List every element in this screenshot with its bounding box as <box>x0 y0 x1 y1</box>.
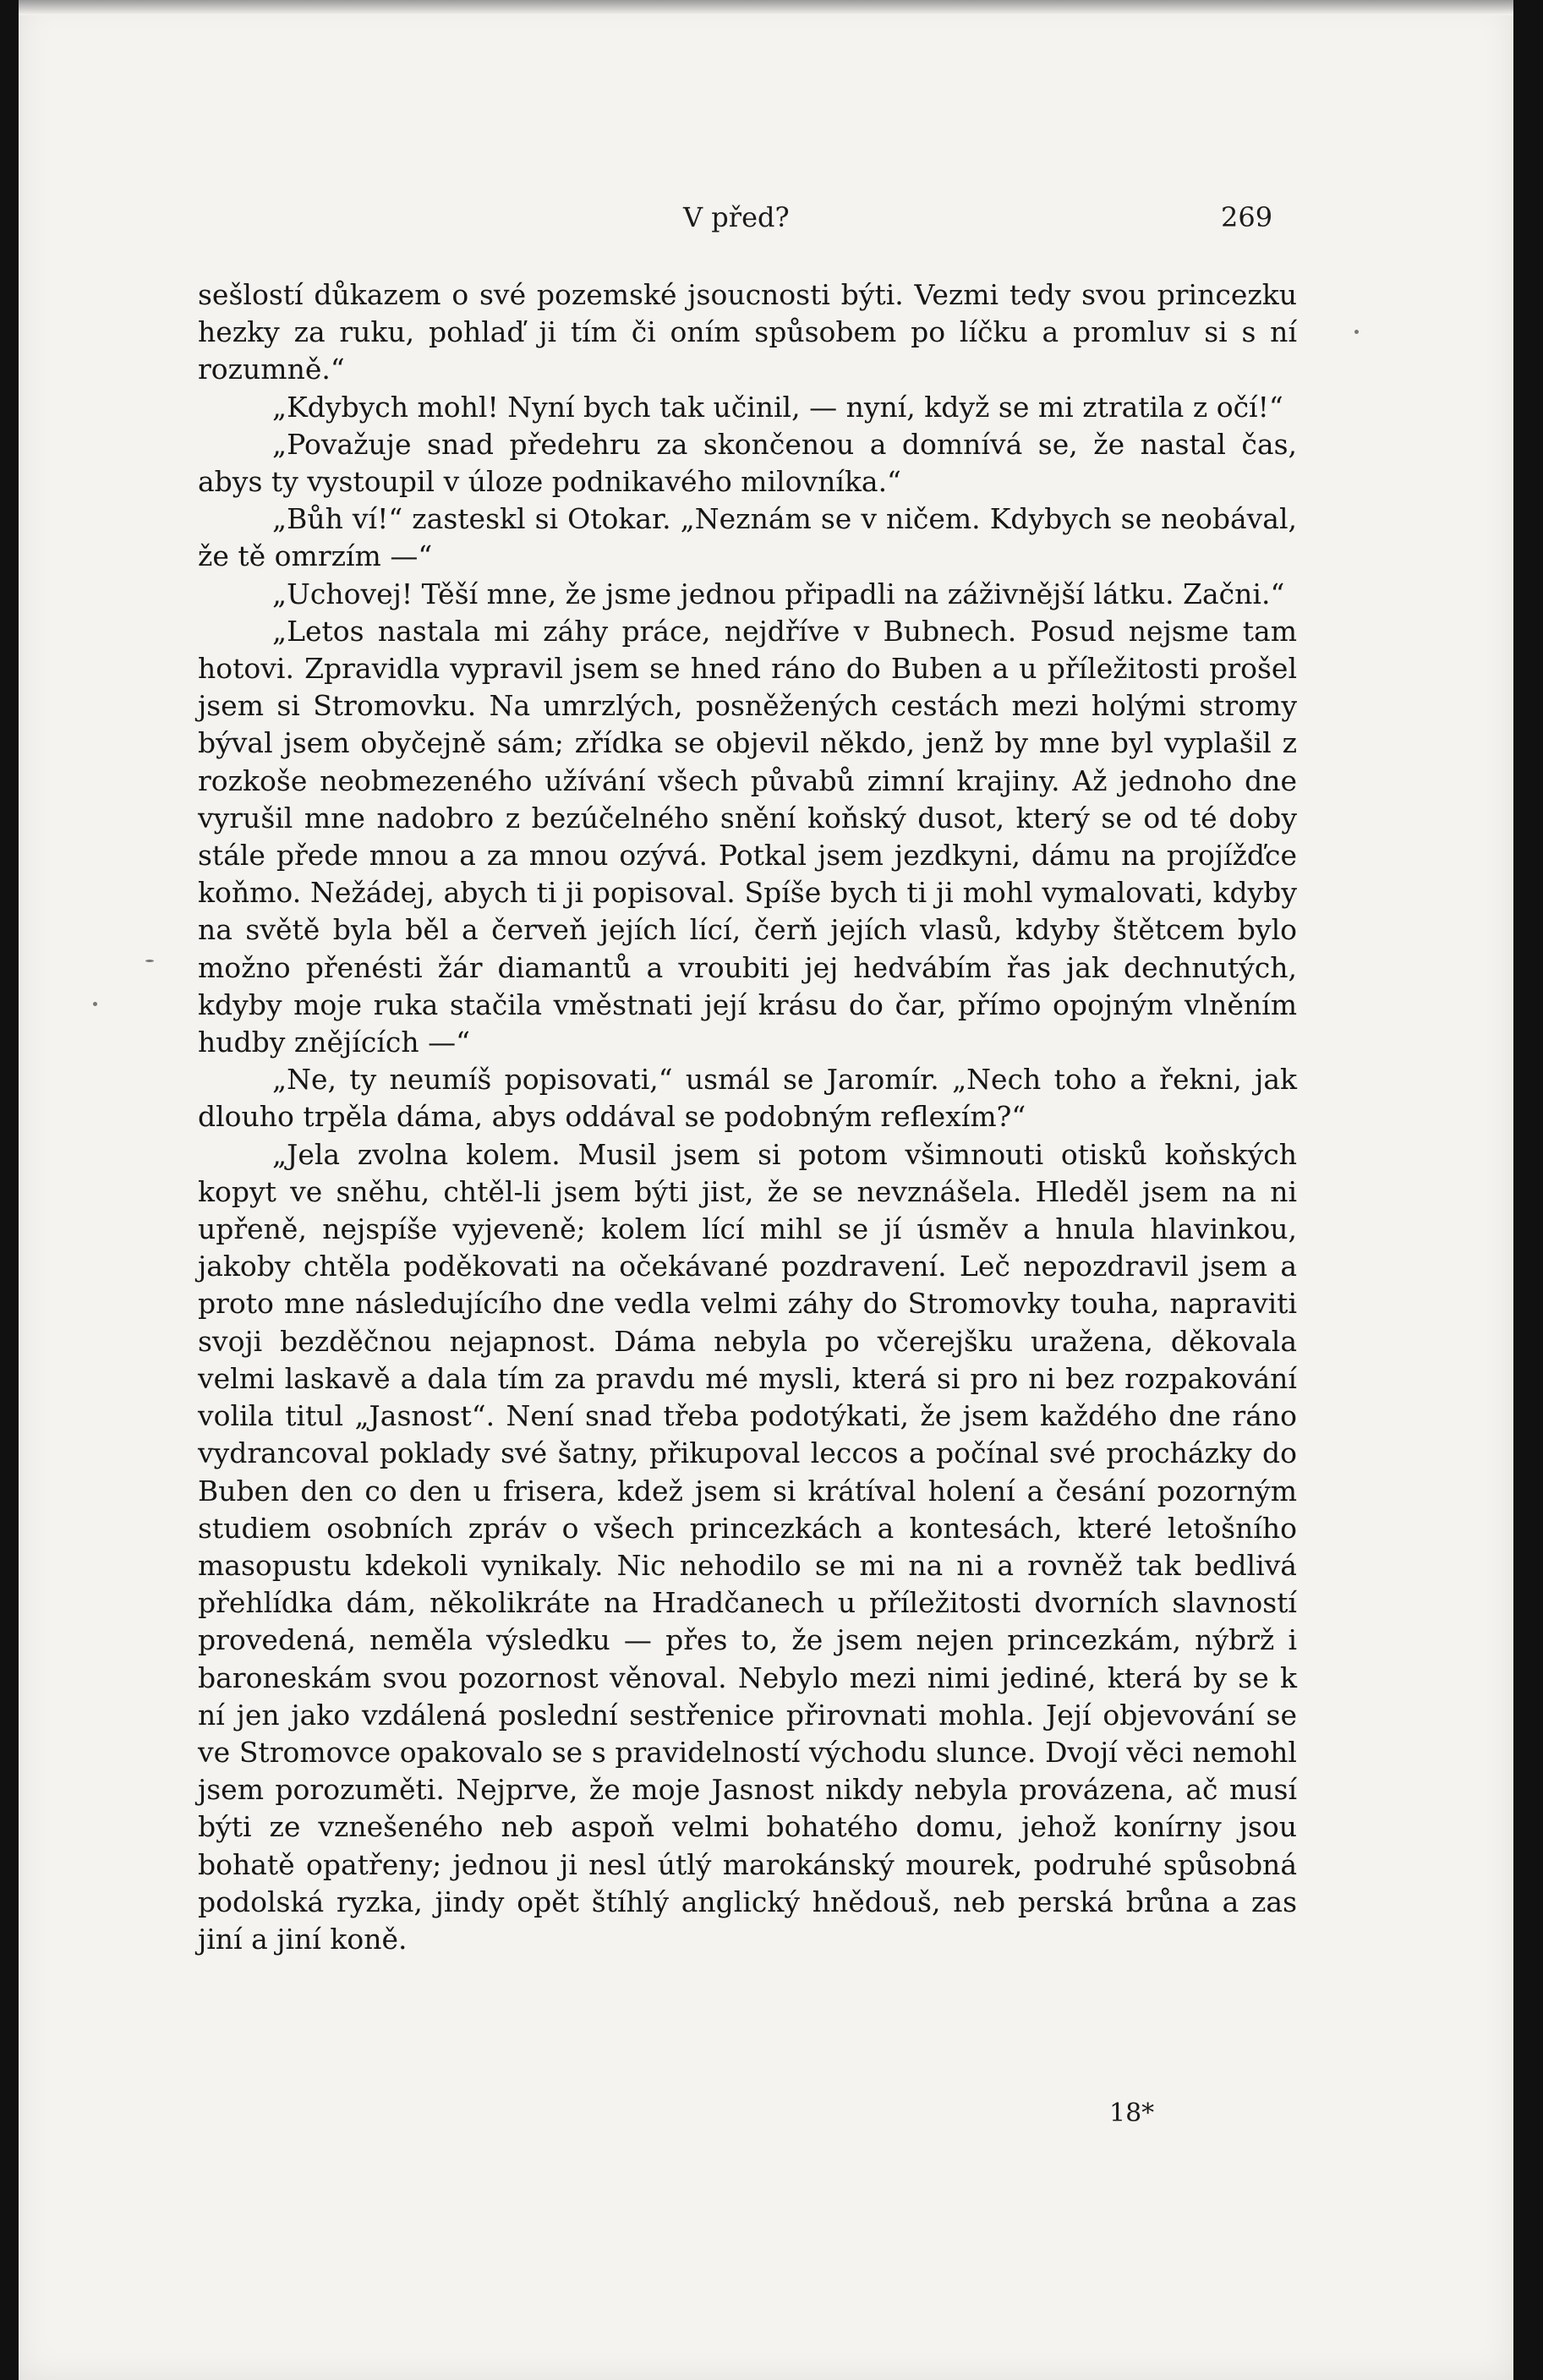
paragraph: „Ne, ty neumíš popisovati,“ usmál se Jaromír. „Nech toho a řekni, jak dlouho trpěla dáma, abys oddával se podobným reflexím?“ <box>198 1063 1297 1134</box>
paragraph-continuation: sešlostí důkazem o své pozemské jsoucnosti býti. Vezmi tedy svou princezku hezky za ruku, pohlaď ji tím či oním spůsobem po líčku a promluv si s ní rozumně.“ <box>198 278 1297 386</box>
scan-speck <box>145 960 154 962</box>
paragraph: „Považuje snad předehru za skončenou a domnívá se, že nastal čas, abys ty vystoupil v úloze podnikavého milovníka.“ <box>198 427 1297 499</box>
book-page <box>19 0 1513 2380</box>
page-number: 269 <box>1221 201 1273 233</box>
body-text <box>198 276 1297 1958</box>
scan-speck <box>93 1002 97 1006</box>
signature-mark: 18* <box>1109 2098 1155 2128</box>
chapter-title: V před? <box>683 201 790 233</box>
paragraph: „Bůh ví!“ zasteskl si Otokar. „Neznám se v ničem. Kdybych se neobával, že tě omrzím —“ <box>198 502 1297 573</box>
scan-speck <box>1354 330 1359 334</box>
paragraph: „Letos nastala mi záhy práce, nejdříve v Bubnech. Posud nejsme tam hotovi. Zpravidla vypravil jsem se hned ráno do Buben a u příležitosti prošel jsem si Stromovku. Na umrzlých, posněžených cestách mezi holými stromy býval jsem obyčejně sám; zřídka se objevil někdo, jenž by mne byl vyplašil z rozkoše neobmezeného užívání všech půvabů zimní krajiny. Až jednoho dne vyrušil mne nadobro z bezúčelného snění koňský dusot, který se od té doby stále přede mnou a za mnou ozývá. Potkal jsem jezdkyni, dámu na projížďce koňmo. Nežádej, abych ti ji popisoval. Spíše bych ti ji mohl vymalovati, kdyby na světě byla běl a červeň jejích lící, čerň jejích vlasů, kdyby štětcem bylo možno přenésti žár diamantů a vroubiti jej hedvábím řas jak dechnutých, kdyby moje ruka stačila vměstnati její krásu do čar, přímo opojným vlněním hudby znějících —“ <box>198 614 1297 1059</box>
scan-edge <box>19 0 1513 15</box>
paragraph: „Uchovej! Těší mne, že jsme jednou připadli na záživnější látku. Začni.“ <box>272 577 1285 610</box>
paragraph: „Kdybych mohl! Nyní bych tak učinil, — nyní, když se mi ztratila z očí!“ <box>272 390 1283 424</box>
paragraph: „Jela zvolna kolem. Musil jsem si potom všimnouti otisků koňských kopyt ve sněhu, chtěl-li jsem býti jist, že se nevznášela. Hleděl jsem na ni upřeně, nejspíše vyjeveně; kolem lící mihl se jí úsměv a hnula hlavinkou, jakoby chtěla poděkovati na očekávané pozdravení. Leč nepozdravil jsem a proto mne následujícího dne vedla velmi záhy do Stromovky touha, napraviti svoji bezděčnou nejapnost. Dáma nebyla po včerejšku uražena, děkovala velmi laskavě a dala tím za pravdu mé mysli, která si pro ni bez rozpakování volila titul „Jasnost“. Není snad třeba podotýkati, že jsem každého dne ráno vydrancoval poklady své šatny, přikupoval leccos a počínal své procházky do Buben den co den u frisera, kdež jsem si krátíval holení a česání pozorným studiem osobních zpráv o všech princezkách a kontesách, které letošního masopustu kdekoli vynikaly. Nic nehodilo se mi na ni a rovněž tak bedlivá přehlídka dám, několikráte na Hradčanech u příležitosti dvorních slavností provedená, neměla výsledku — přes to, že jsem nejen princezkám, nýbrž i baroneskám svou pozornost věnoval. Nebylo mezi nimi jediné, která by se k ní jen jako vzdálená poslední sestřenice přirovnati mohla. Její objevování se ve Stromovce opakovalo se s pravidelností východu slunce. Dvojí věci nemohl jsem porozuměti. Nejprve, že moje Jasnost nikdy nebyla provázena, ač musí býti ze vznešeného neb aspoň velmi bohatého domu, jehož konírny jsou bohatě opatřeny; jednou ji nesl útlý marokánský mourek, podruhé spůsobná podolská ryzka, jindy opět štíhlý anglický hnědouš, neb perská brůna a zas jiní a jiní koně. <box>198 1137 1297 1956</box>
